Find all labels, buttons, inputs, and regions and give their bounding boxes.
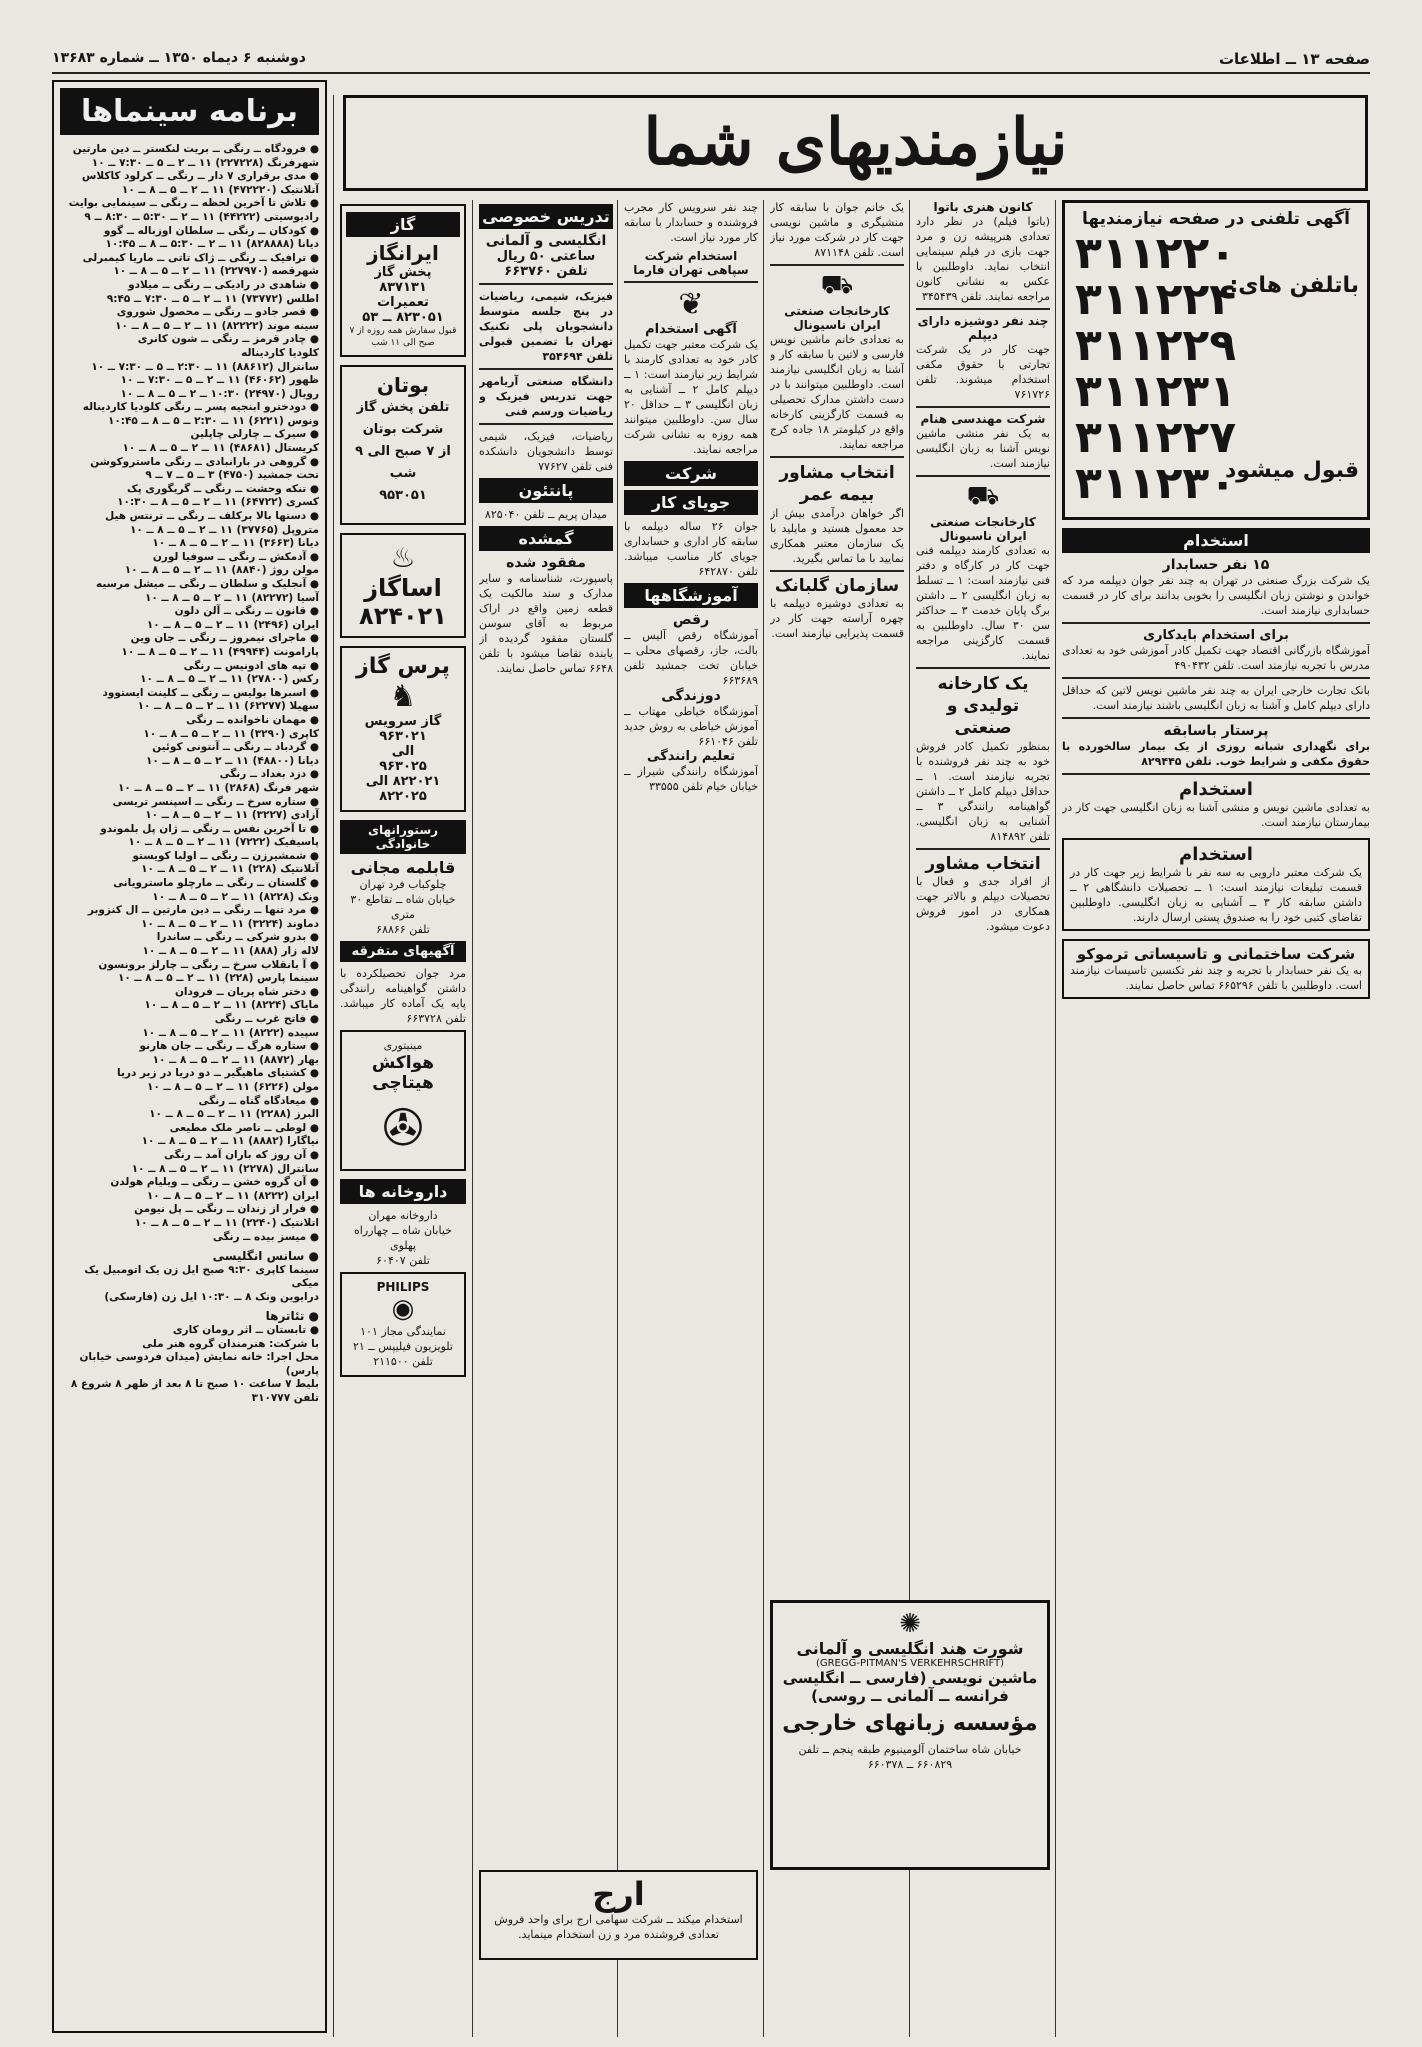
f-factory2-text: به تعدادی کارمند دیپلمه فنی جهت کار در کارگاه و دفتر فنی نیازمند است: ۱ ــ تسلط به زبان انگلیسی ۲ ــ داشتن برگ پایان خدمت ۳ ــ حداکثر سن ۳۰ سال. داوطلبین به قسمت کارگزینی مراجعه نمایند. [916, 544, 1050, 662]
c-lost-heading: مفقود شده [506, 555, 586, 571]
cinema-line: پارامونت (۴۹۹۴۴) ۱۱ ــ ۲ ــ ۵ ــ ۸ ــ ۱۰ [121, 645, 319, 658]
heater-title: هواکش هیتاچی [371, 1053, 435, 1093]
column-rule [472, 200, 473, 2037]
c-lost-title: گمشده [479, 526, 613, 551]
pharmacy-title: داروخانه ها [340, 1179, 466, 1204]
cinema-line: ● ستاره هرگ ــ رنگی ــ جان هارنو [139, 1040, 319, 1053]
d-dance-text: آموزشگاه رقص آلیس ــ بالت، جاز، رقصهای محلی ــ خیابان تخت جمشید تلفن ۶۶۳۶۸۹ [624, 629, 758, 687]
f-ad4-title: یک کارخانه تولیدی و صنعتی [937, 674, 1029, 738]
d-job-text: جوان ۲۶ ساله دیپلمه با سابقه کار اداری و حسابداری جویای کار مناسب میباشد. تلفن ۶۴۲۸۷۰ [624, 520, 758, 578]
cinema-line: البرز (۲۲۸۸) ۱۱ ــ ۲ ــ ۵ ــ ۸ ــ ۱۰ [149, 1108, 319, 1121]
asa-brand: اساگاز [364, 574, 442, 602]
d-cashier-text: چند نفر سرویس کار مجرب فروشنده و حسابدار با سابقه کار مورد نیاز است. [624, 201, 758, 244]
cinema-line: مایاک (۸۲۲۴) ۱۱ ــ ۲ ــ ۵ ــ ۸ ــ ۱۰ [144, 999, 319, 1012]
termoko-title: شرکت ساختمانی و تاسیساتی ترموکو [1076, 945, 1356, 963]
cinema-line: شهر فرنگ (۲۸۶۸) ۱۱ ــ ۲ ــ ۵ ــ ۸ ــ ۱۰ [117, 781, 319, 794]
pharmacy-line: تلفن ۶۰۴۰۷ [376, 1254, 430, 1267]
c-tutor2-text: دانشگاه صنعتی آریامهر جهت تدریس فیزیک و ریاضیات ورسم فنی [479, 375, 613, 418]
f-ad5-title: انتخاب مشاور [925, 854, 1041, 874]
butane-line: از ۷ صبح الی ۹ شب [355, 444, 451, 481]
divider [1062, 622, 1370, 624]
f-ad1-text: (باتوا فیلم) در نظر دارد تعدادی هنرپیشه زن و مرد جهت بازی در فیلم سینمایی انتخاب نماید. داوطلبین با عکس به نشانی کانون مراجعه نمایند. تلفن ۳۴۵۴۳۹ [916, 215, 1050, 303]
e-org-title: سازمان گلبانک [774, 576, 900, 596]
f-factory2-title: کارخانجات صنعتی ایران ناسیونال [930, 515, 1036, 543]
cinema-line: تحت جمشید (۴۷۵۰) ۳ ــ ۵ ــ ۷ ــ ۹ [145, 469, 319, 482]
cinema-line: ● گروهی در بارانبادی ــ رنگی ماستروکوشن [90, 455, 319, 468]
cinema-line: کریستال (۴۸۶۸۱) ۱۱ ــ ۲ ــ ۵ ــ ۸ ــ ۱۰ [122, 442, 319, 455]
divider [916, 308, 1050, 310]
employ2-text: به تعدادی ماشین نویس و منشی آشنا به زبان انگلیسی جهت کار در بیمارستان نیازمند است. [1062, 801, 1370, 829]
cinema-line: ● آ بانقلاب سرخ ــ رنگی ــ چارلز برونسون [98, 958, 319, 971]
cinema-line: ایران (۸۲۲۲) ۱۱ ــ ۲ ــ ۵ ــ ۸ ــ ۱۰ [146, 1189, 319, 1202]
cinema-line: ● میسز بیده ــ رنگی [212, 1230, 319, 1243]
butane-line: تلفن پخش گاز [356, 400, 450, 415]
divider [916, 848, 1050, 850]
cinema-line: ● تلاش تا آخرین لحظه ــ رنگی ــ سینمایی بوایت [68, 197, 319, 210]
language-institute-box [770, 1600, 1050, 1870]
phone-number: ۳۱۱۲۲۰ [1075, 228, 1237, 279]
phone-ad-accepted: قبول میشود [1225, 458, 1359, 483]
cinema-line: ● ستاره سرخ ــ رنگی ــ اسپنسر تریسی [112, 795, 319, 808]
divider [1062, 677, 1370, 679]
phone-ad-title: آگهی تلفنی در صفحه نیازمندیها [1081, 209, 1350, 229]
heater-caption: مینیتوری [383, 1039, 423, 1052]
english-listings [60, 1264, 319, 1305]
d-pars-title: استخدام شرکت سپاهی تهران فارما [633, 249, 749, 277]
f-ad3-title: شرکت مهندسی هنام [920, 412, 1046, 426]
cinema-line: ظهور (۴۶۰۶۲) ۱۱ ــ ۲ ــ ۵ ــ ۷:۳۰ ــ ۱۰ [120, 374, 319, 387]
cinema-line: ● فاتح غرب ــ رنگی [214, 1013, 319, 1025]
cinema-line: کلودیا کاردیناله [241, 346, 319, 359]
divider [1062, 773, 1370, 775]
restaurant-line: چلوکباب فرد تهران [359, 878, 447, 891]
cinema-line: ● آن روز که باران آمد ــ رنگی [164, 1148, 319, 1161]
cinema-line: ● بدرو شرکی ــ رنگی ــ ساندرا [156, 931, 319, 944]
cinema-line: ● دستها بالا برکلف ــ رنگی ــ ترنتس هیل [105, 510, 319, 523]
butane-ad [340, 365, 466, 525]
d-shares-title: شرکت [624, 461, 758, 486]
persgaz-line: ۸۲۲۰۲۱ الی ۸۲۲۰۲۵ [365, 774, 441, 804]
banner [343, 95, 1368, 191]
divider [624, 281, 758, 283]
cinema-line: سانترال (۲۲۷۸) ۱۱ ــ ۲ ــ ۵ ــ ۸ ــ ۱۰ [131, 1162, 319, 1175]
cinema-line: آتلانتیک (۴۷۲۲۲۰) ۱۱ ــ ۲ ــ ۵ ــ ۸ ــ ۱۰ [121, 183, 319, 196]
header-left: دوشنبه ۶ دیماه ۱۳۵۰ ــ شماره ۱۳۶۸۳ [52, 50, 306, 66]
cinema-line: با شرکت: هنرمندان گروه هنر ملی [142, 1337, 319, 1350]
c-pantheon-text: میدان پریم ــ تلفن ۸۲۵۰۴۰ [484, 508, 608, 521]
divider [1062, 717, 1370, 719]
institute-logo-icon: ✺ [899, 1609, 921, 1639]
cinema-line: ● دودخترو ابنجیه پسر ــ رنگی کلودیا کاردیناله [82, 401, 319, 414]
persgaz-line: گاز سرویس [364, 714, 442, 729]
cinema-line: دماوند (۳۲۲۴) ۱۱ ــ ۲ ــ ۵ ــ ۸ ــ ۱۰ [141, 917, 319, 930]
d-driving-title: تعلیم رانندگی [647, 749, 735, 764]
cinema-line: ● گلستان ــ رنگی ــ مارچلو ماسترویانی [113, 877, 319, 890]
cinema-line: شهرفرنگ (۲۲۷۲۲۸) ۱۱ ــ ۲ ــ ۵ ــ ۷:۳۰ ــ ۱۰ [91, 156, 319, 169]
english-section-title: ● سانس انگلیسی [212, 1249, 319, 1264]
d-dance-title: رقص [672, 612, 710, 628]
cinema-line: مولن (۶۲۲۶) ۱۱ ــ ۲ ــ ۵ ــ ۸ ــ ۱۰ [147, 1080, 319, 1093]
car-logo-icon: ⛟ [820, 270, 854, 300]
cinema-line: ● دختر شاه پریان ــ فرودان [174, 985, 319, 998]
cinema-line: ونک (۸۲۲۸) ۱۱ ــ ۲ ــ ۵ ــ ۸ ــ ۱۰ [152, 890, 319, 903]
d-ad-title: آگهی استخدام [645, 322, 737, 337]
banner-title: نیازمندیهای شما [643, 105, 1068, 180]
divider [479, 423, 613, 425]
institute-box-title: شورت هند انگلیسی و آلمانی [796, 1639, 1024, 1658]
d-driving-text: آموزشگاه رانندگی شیراز ــ خیابان خیام تلفن ۳۳۵۵۵ [624, 765, 758, 793]
column-rule [333, 95, 334, 2037]
asa-ad [340, 533, 466, 638]
cinema-line: کاپری (۳۲۹۰) ۱۱ ــ ۲ ــ ۵ ــ ۸ ــ ۱۰ [143, 727, 319, 740]
tutoring-line: ساعتی ۵۰ ریال [496, 249, 596, 264]
philips-line: تلفن ۲۱۱۵۰۰ [373, 1355, 433, 1368]
f-ad5-text: از افراد جدی و فعال با تحصیلات دیپلم و بالاتر جهت همکاری در امور فروش دعوت میشود. [916, 875, 1050, 933]
tutoring-line: تلفن ۶۶۳۷۶۰ [504, 264, 588, 279]
cinema-line: ● قصر جادو ــ رنگی ــ محصول شوروی [116, 306, 319, 319]
lion-icon: ♞ [389, 679, 417, 714]
column-rule [617, 200, 618, 2037]
heater-ad [340, 1030, 466, 1171]
asa-phone: ۸۲۴۰۲۱ [359, 602, 447, 630]
restaurant-line: تلفن ۶۸۸۶۶ [376, 923, 430, 936]
gas-lines [346, 265, 460, 325]
header-right: صفحه ۱۳ ــ اطلاعات [1218, 50, 1370, 68]
c-physics-text: فیزیک، شیمی، ریاضیات در پنج جلسه متوسط دانشجویان پلی تکنیک تهران با تضمین قبولی تلفن ۳۵۴۶۹۴ [479, 290, 613, 363]
cinema-line: پاسیفیک (۷۲۲۲) ۱۱ ــ ۲ ــ ۵ ــ ۸ ــ ۱۰ [128, 836, 319, 849]
phone-number: ۳۱۱۲۳۱ [1075, 366, 1237, 417]
cinema-line: ● ترافیک ــ رنگی ــ ژاک تاتی ــ ماریا کیمبرلی [82, 251, 319, 264]
cinema-line: ● تنکه وحشت ــ رنگی ــ گریگوری پک [126, 482, 319, 495]
d-ad-text: یک شرکت معتبر جهت تکمیل کادر خود به تعدادی کارمند با شرایط زیر نیازمند است: ۱ ــ دیپلم کامل ۲ ــ آشنایی به زبان انگلیسی ۳ ــ حداقل ۲۰ سال سن. داوطلبین میتوانند همه روزه به نشانی شرکت مراجعه نمایند. [624, 338, 758, 456]
e-insurance-text: اگر خواهان درآمدی بیش از حد معمول هستید و مایلید با یک سازمان معتبر همکاری نمایید با ما تماس بگیرید. [770, 507, 904, 565]
c-tutoring-heading: انگلیسی و آلمانی [485, 233, 607, 249]
restaurant-lines [340, 877, 466, 937]
divider [770, 570, 904, 572]
gas-note: قبول سفارش همه روزه از ۷ صبح الی ۱۱ شب [349, 326, 457, 348]
e-factory-text: به تعدادی خانم ماشین نویس فارسی و لاتین با سابقه کار و آشنا به زبان انگلیسی نیازمند است. داوطلبین میتوانند با در دست داشتن مدارک تحصیلی به قسمت کارگزینی کارخانه واقع در کیلومتر ۱۸ جاده کرج مراجعه نمایند. [770, 333, 904, 451]
flame-icon: ♨ [390, 541, 416, 574]
c-tutoring-lines [479, 249, 613, 279]
cinema-line: ● آن گروه خشن ــ رنگی ــ ویلیام هولدن [110, 1176, 319, 1189]
institute-line: فرانسه ــ آلمانی ــ روسی) [811, 1687, 1009, 1705]
big-employ-text: یک شرکت معتبر دارویی به سه نفر با شرایط زیر جهت کار در قسمت تبلیغات نیازمند است: ۱ ــ تحصیلات دانشگاهی ۲ ــ داشتن سابقه کار ۳ ــ آشنایی به زبان انگلیسی. داوطلبین تقاضای کتبی خود را به صندوق پستی ارسال دارند. [1070, 866, 1362, 924]
ornament-icon: ❦ [678, 287, 704, 322]
cinema-line: رویال (۲۴۹۷۰) ۱۰:۳۰ ــ ۲ ــ ۵ ــ ۸ ــ ۱۰ [120, 387, 319, 400]
pharmacy-lines [340, 1208, 466, 1268]
c-tutoring-title: تدریس خصوصی [479, 204, 613, 229]
persgaz-brand: پرس گاز [356, 654, 450, 679]
cinema-line: اطلس (۷۳۷۷۲) ۱۱ ــ ۲ ــ ۵ ــ ۷:۳۰ ــ ۹:۴۵ [106, 292, 319, 305]
cinema-line: سینه موند (۸۲۲۲۲) ۱۱ ــ ۲ ــ ۵ ــ ۸ ــ ۱۰ [115, 319, 319, 332]
sales-title: برای استخدام بایدکاری [1143, 628, 1289, 643]
gas-ad [340, 204, 466, 357]
column-b [340, 200, 466, 2037]
restaurant-heading: قابلمه مجانی [350, 858, 456, 877]
cinema-line: نیاگارا (۸۸۸۲) ۱۱ ــ ۲ ــ ۵ ــ ۸ ــ ۱۰ [141, 1135, 319, 1148]
cinema-line: بلیط ۷ ساعت ۱۰ صبح تا ۸ بعد از ظهر ۸ شروع ۸ [70, 1378, 319, 1391]
divider [770, 456, 904, 458]
cinema-listings [60, 143, 319, 1244]
philips-ad [340, 1272, 466, 1377]
gas-line: ۸۲۳۰۵۱ ــ ۵۳ [362, 310, 444, 325]
arj-brand: ارج [592, 1875, 645, 1913]
cinema-line: ● تا آخرین نفس ــ رنگی ــ ژان پل بلموندو [100, 822, 319, 835]
gas-line: تعمیرات [377, 295, 429, 310]
cinema-line: ● کشتیای ماهیگیر ــ دو دریا در زیر دریا [117, 1067, 319, 1080]
cinema-line: ● شمشیرزن ــ رنگی ــ اولیا کویستو [132, 849, 319, 862]
sales-text: آموزشگاه بازرگانی اقتصاد جهت تکمیل کادر آموزشی خود به تعدادی مدرس با تجربه نیازمند است. تلفن ۴۹۰۴۳۲ [1062, 644, 1370, 672]
cinema-column [52, 80, 327, 2033]
pharmacy-line: داروخانه مهران [368, 1209, 438, 1222]
bank-text: بانک تجارت خارجی ایران به چند نفر ماشین نویس لاتین که حداقل دارای دیپلم کامل و آشنا به زبان انگلیسی باشند نیازمند است. [1062, 684, 1370, 712]
persgaz-ad [340, 646, 466, 812]
fan-icon: ✇ [382, 1099, 424, 1157]
pharmacy-line: خیابان شاه ــ چهارراه پهلوی [354, 1224, 452, 1252]
employ-heading: استخدام [1062, 528, 1370, 553]
gas-title: گاز [346, 212, 460, 237]
philips-lines [346, 1324, 460, 1369]
d-sewing-text: آموزشگاه خیاطی مهتاب ــ آموزش خیاطی به روش جدید تلفن ۶۶۱۰۴۶ [624, 705, 758, 748]
cinema-line: ● شاهدی در رادیکی ــ رنگی ــ میلادو [128, 278, 319, 291]
cinema-line: لاله زار (۸۸۸) ۱۱ ــ ۲ ــ ۵ ــ ۸ ــ ۱۰ [142, 945, 319, 958]
car-logo-icon: ⛟ [966, 481, 1000, 511]
institute-line: ماشین نویسی (فارسی ــ انگلیسی [782, 1669, 1038, 1687]
phone-ad-label: باتلفن های: [1229, 273, 1359, 298]
e-factory-title: کارخانجات صنعتی ایران ناسیونال [784, 304, 890, 332]
e-insurance-title: انتخاب مشاور بیمه عمر [779, 463, 895, 505]
phone-ad [1062, 200, 1370, 520]
big-employ-box [1062, 838, 1370, 931]
big-employ-title: استخدام [1179, 844, 1253, 865]
cinema-line: سانترال (۸۸۶۱۲) ۱۱ ــ ۲:۳۰ ــ ۵ ــ ۷:۳۰ ــ ۱۰ [91, 360, 319, 373]
phone-number: ۳۱۱۲۲۷ [1075, 412, 1237, 463]
cinema-line: سینما کاپری ۹:۳۰ صبح ایل زن یک اتومبیل یک میکی [84, 1263, 319, 1290]
institute-brand: مؤسسه زبانهای خارجی [782, 1711, 1038, 1736]
philips-line: تلویزیون فیلیپس ــ ۲۱ [353, 1340, 453, 1353]
column-c [479, 200, 613, 2037]
divider [916, 667, 1050, 669]
column-g [1062, 200, 1370, 2037]
cinema-line: دیانا (۸۲۸۸۸۸) ۱۱ ــ ۲ ــ ۵:۳۰ ــ ۸ ــ ۱۰:۴۵ [105, 238, 319, 251]
cinema-line: ● اسبرها بولیس ــ رنگی ــ کلینت ایستوود [102, 686, 319, 699]
cinema-line: کسری (۶۴۷۲۲) ۱۱ ــ ۲ ــ ۵ ــ ۸ ــ ۱۰:۳۰ [117, 496, 319, 509]
restaurant-title: رستورانهای خانوادگی [340, 820, 466, 854]
persgaz-line: الی [391, 744, 415, 759]
cinema-line: مولن روژ (۸۸۴۰) ۱۱ ــ ۲ ــ ۵ ــ ۸ ــ ۱۰ [124, 564, 319, 577]
cinema-line: ● تپه های ادونیس ــ رنگی [183, 659, 319, 672]
cinema-title: برنامه سینماها [80, 94, 299, 129]
cinema-line: ● میعادگاه گناه ــ رنگی [198, 1094, 319, 1107]
cinema-line: اتلانتیک (۲۲۴۰) ۱۱ ــ ۲ ــ ۵ ــ ۸ ــ ۱۰ [134, 1216, 319, 1229]
cinema-line: ● تابستان ــ اثر رومان کاری [172, 1324, 319, 1337]
column-rule [1055, 200, 1056, 2037]
phone-number: ۳۱۱۲۲۴ [1075, 274, 1237, 325]
cinema-line: آزادی (۳۲۲۷) ۱۱ ــ ۲ ــ ۵ ــ ۸ ــ ۱۰ [145, 809, 319, 822]
cinema-line: سپیده (۸۲۲۲) ۱۱ ــ ۲ ــ ۵ ــ ۸ ــ ۱۰ [142, 1026, 319, 1039]
f-ad2-text: جهت کار در یک شرکت تجارتی با حقوق مکفی استخدام میشوند. تلفن ۷۶۱۷۲۶ [916, 343, 1050, 401]
nurse-text: برای نگهداری شبانه روزی از یک بیمار سالخورده با حقوق مکفی و شرایط خوب. تلفن ۸۲۹۴۴۵ [1062, 740, 1370, 768]
cinema-line: ● دزد بغداد ــ رنگی [219, 768, 319, 781]
gas-line: پخش گاز [374, 265, 432, 280]
cinema-line: تلفن ۳۱۰۷۷۷ [251, 1392, 319, 1405]
cinema-line: دیانا (۳۶۶۳) ۱۱ ــ ۲ ــ ۵ ــ ۸ ــ ۱۰ [152, 537, 319, 550]
column-d [624, 200, 758, 2037]
e-ad1-text: یک خانم جوان با سابقه کار منشیگری و ماشین نویسی جهت کار در شرکت مورد نیاز است. تلفن ۸۷۱۱۴۸ [770, 201, 904, 259]
nurse-title: پرستار باسابقه [1163, 723, 1269, 739]
butane-brand: بوتان [376, 373, 430, 397]
persgaz-line: ۹۶۳۰۲۱ [379, 729, 427, 744]
phone-number: ۳۱۱۲۲۹ [1075, 320, 1237, 371]
divider [916, 406, 1050, 408]
philips-line: نمایندگی مجاز ۱۰۱ [360, 1325, 446, 1338]
divider [479, 368, 613, 370]
cinema-line: ● مدی برقراری ۷ دار ــ رنگی ــ کرلود کاکلاس [81, 170, 319, 183]
cinema-line: ● قانون ــ رنگی ــ آلن دلون [174, 605, 319, 618]
cinema-line: آسیا (۸۲۲۷۲) ۱۱ ــ ۲ ــ ۵ ــ ۸ ــ ۱۰ [144, 591, 319, 604]
page-header [52, 50, 1370, 74]
f-ad3-text: به یک نفر منشی ماشین نویس آشنا به زبان انگلیسی نیازمند است. [916, 427, 1050, 470]
butane-line: ۹۵۳۰۵۱ [379, 488, 427, 503]
misc-text: مرد جوان تحصیلکرده با داشتن گواهینامه رانندگی پایه یک آماده کار میباشد. تلفن ۶۶۳۷۲۸ [340, 967, 466, 1025]
cinema-line: درایوین ونک ۸ ــ ۱۰:۳۰ ایل زن (فارسکی) [104, 1290, 319, 1303]
restaurant-line: خیابان شاه ــ تقاطع ۳۰ متری [350, 893, 456, 921]
cinema-line: محل اجرا: خانه نمایش (میدان فردوسی خیابان پارس) [79, 1351, 319, 1377]
cinema-line: ● ماجرای نیمروز ــ رنگی ــ جان وین [130, 632, 319, 645]
institute-foot: خیابان شاه ساختمان آلومینیوم طبقه پنجم ــ تلفن ۶۶۰۸۲۹ ــ ۶۶۰۳۷۸ [798, 1743, 1022, 1771]
f-ad2-title: چند نفر دوشیزه دارای دیپلم [917, 314, 1049, 342]
cinema-line: ● سیرک ــ چارلی چاپلین [190, 428, 319, 441]
cinema-line: بهار (۸۸۷۲) ۱۱ ــ ۲ ــ ۵ ــ ۸ ــ ۱۰ [152, 1053, 319, 1066]
cinema-line: رادیوسیتی (۴۴۲۲۲) ۱۱ ــ ۲ ــ ۵:۳۰ ــ ۸:۳۰ ــ ۹ [84, 210, 319, 223]
institute-box-sub: (GREGG-PITMAN'S VERKEHRSCHRIFT) [815, 1658, 1005, 1669]
philips-brand: PHILIPS [376, 1280, 430, 1294]
cinema-title-box [60, 88, 319, 135]
cinema-line: شهرقصه (۲۲۷۹۷۰) ۱۱ ــ ۲ ــ ۵ ــ ۸ ــ ۱۰ [113, 265, 319, 278]
c-lost-text: پاسپورت، شناسنامه و سایر مدارک و سند مالکیت یک قطعه زمین واقع در اراک مربوط به آقای سوسن گلستان مفقود گردیده از یابنده تقاضا میشود با تلفن ۶۶۴۸ تماس حاصل نمایند. [479, 572, 613, 675]
d-sewing-title: دوزندگی [661, 688, 721, 704]
cinema-line: ● لوطی ــ ناصر ملک مطیعی [169, 1121, 319, 1134]
d-schools-title: آموزشگاهها [624, 583, 758, 608]
cinema-line: آتلانتیک (۲۲۸) ۱۱ ــ ۲ ــ ۵ ــ ۸ ــ ۱۰ [141, 863, 319, 876]
divider [916, 475, 1050, 477]
accountant-text: یک شرکت بزرگ صنعتی در تهران به چند نفر جوان دیپلمه مرد که خواندن و نوشتن زبان انگلیسی را بخوبی بدانند برای کار در قسمت حسابداری نیازمند است. [1062, 574, 1370, 617]
cinema-line: ● مهمان ناخوانده ــ رنگی [186, 713, 319, 726]
misc-title: آگهیهای متفرقه [340, 941, 466, 962]
institute-box-lines [779, 1669, 1041, 1705]
c-tutor3-text: ریاضیات، فیزیک، شیمی توسط دانشجویان دانشکده فنی تلفن ۷۷۶۲۷ [479, 430, 613, 473]
divider [479, 283, 613, 285]
cinema-line: ● مرد تنها ــ رنگی ــ دین مارتین ــ ال کنزوبر [87, 904, 319, 917]
cinema-line: ● فرودگاه ــ رنگی ــ بریت لنکستر ــ دین مارتین [72, 143, 319, 155]
cinema-line: ● فرار از زندان ــ رنگی ــ پل نیومن [134, 1203, 319, 1216]
cinema-line: رکس (۲۷۸۰۰) ۱۱ ــ ۲ ــ ۵ ــ ۸ ــ ۱۰ [140, 673, 319, 686]
cinema-line: سینما پارس (۲۲۸) ۱۱ ــ ۲ ــ ۵ ــ ۸ ــ ۱۰ [117, 972, 319, 985]
cinema-line: ● کودکان ــ رنگی ــ سلطان اوزباله ــ گوو [103, 224, 319, 237]
phone-number-list [1075, 228, 1237, 509]
gas-brand: ایرانگاز [367, 241, 439, 265]
cinema-line: ● چادر قرمز ــ رنگی ــ شون کانری [137, 333, 319, 346]
e-org-text: به تعدادی دوشیزه دیپلمه با چهره آراسته جهت کار در قسمت پذیرایی نیازمند است. [770, 597, 904, 640]
cinema-line: ● آدمکش ــ رنگی ــ سوفیا لورن [152, 550, 319, 563]
column-rule [763, 200, 764, 2037]
theater-section-title: ● تئاترها [265, 1309, 319, 1324]
termoko-text: به یک نفر حسابدار با تجربه و چند نفر تکنسین تاسیسات نیازمند است. داوطلبین با تلفن ۶۶۵۲۹۶ تماس حاصل نمایند. [1070, 964, 1362, 992]
cinema-line: ● گردباد ــ رنگی ــ آنتونی کوئین [152, 741, 319, 754]
cinema-line: ایران (۲۴۹۶) ۱۱ ــ ۲ ــ ۵ ــ ۸ ــ ۱۰ [146, 618, 319, 631]
philips-logo-icon: ◉ [391, 1294, 415, 1324]
phone-number: ۳۱۱۲۳۰ [1075, 458, 1237, 509]
butane-line: شرکت بوتان [362, 422, 444, 437]
arj-ad [479, 1870, 758, 1960]
c-pantheon-title: پانتئون [479, 478, 613, 503]
gas-line: ۸۳۷۱۳۱ [379, 280, 427, 295]
cinema-line: ● آنجلیک و سلطان ــ رنگی ــ میشل مرسیه [95, 578, 319, 590]
cinema-line: متروپل (۳۷۷۶۵) ۱۱ ــ ۲ ــ ۵ ــ ۸ ــ ۱۰ [129, 523, 319, 536]
d-job-title: جویای کار [624, 490, 758, 515]
divider [770, 264, 904, 266]
arj-text: استخدام میکند ــ شرکت سهامی ارج برای واحد فروش تعدادی فروشنده مرد و زن استخدام مینماید. [494, 1913, 743, 1941]
cinema-line: دیانا (۴۸۸۰۰) ۱۱ ــ ۲ ــ ۵ ــ ۸ ــ ۱۰ [145, 754, 319, 767]
persgaz-line: ۹۶۳۰۲۵ [379, 759, 427, 774]
f-ad1-title: کانون هنری باتوا [933, 200, 1033, 214]
termoko-box [1062, 939, 1370, 999]
f-ad4-text: بمنظور تکمیل کادر فروش خود به چند نفر فروشنده با تجربه نیازمند است. ۱ ــ حداقل دیپلم کامل ۲ ــ داشتن گواهینامه رانندگی ۳ ــ آشنایی به زبان انگلیسی. تلفن ۸۱۴۸۹۲ [916, 740, 1050, 843]
persgaz-lines [346, 714, 460, 804]
theater-listings [60, 1324, 319, 1406]
butane-lines [346, 397, 460, 507]
accountant-title: ۱۵ نفر حسابدار [1162, 557, 1270, 573]
cinema-line: ونوس (۶۲۲۱) ۱۱ ــ ۲:۳۰ ــ ۵ ــ ۸ ــ ۱۰:۴۵ [107, 414, 319, 427]
employ2-title: استخدام [1179, 779, 1253, 800]
cinema-line: سهیلا (۶۲۲۷۷) ۱۱ ــ ۲ ــ ۵ ــ ۸ ــ ۱۰ [137, 700, 319, 713]
